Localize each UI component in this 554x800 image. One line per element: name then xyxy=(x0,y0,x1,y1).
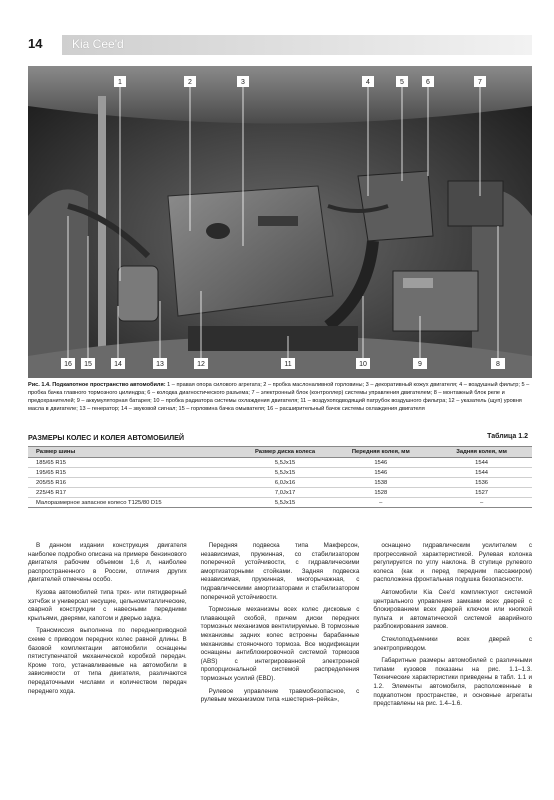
engine-bay-photo xyxy=(28,66,532,378)
callout-4: 4 xyxy=(366,79,370,86)
table-row xyxy=(28,478,532,488)
cell-rear: 1544 xyxy=(431,458,532,468)
cell-tire: 205/55 R16 xyxy=(28,478,240,488)
cell-rear: – xyxy=(431,498,532,508)
cell-rear: 1527 xyxy=(431,488,532,498)
cell-front: 1546 xyxy=(330,468,431,478)
caption-label: Рис. 1.4. Подкапотное пространство автомобиля: xyxy=(28,382,166,388)
figure-caption xyxy=(28,381,532,413)
text-column-2 xyxy=(201,542,360,787)
wheel-size-table xyxy=(28,446,532,508)
callout-14: 14 xyxy=(114,361,122,368)
cell-rear: 1544 xyxy=(431,468,532,478)
callout-8: 8 xyxy=(496,361,500,368)
callout-3: 3 xyxy=(241,79,245,86)
paragraph: Автомобили Kia Cee'd комплектуют системой центрального управления замками всех дверей с блокированием всех дверей ключом или кнопкой пульта и автоматической системой аварийного разблокирования замков. xyxy=(373,588,533,631)
table-row-spare xyxy=(28,498,532,508)
callout-6: 6 xyxy=(426,79,430,86)
header-bar xyxy=(62,35,532,55)
paragraph: В данном издании конструкция двигателя наиболее подробно описана на примере бензинового двигателя рабочим объемом 1,6 л, наиболее распространенного в России, отличия других двигателей отмечены особо. xyxy=(28,542,187,584)
table-row xyxy=(28,488,532,498)
table-row xyxy=(28,458,532,468)
paragraph: Кузова автомобилей типа трех- или пятидверный хэтчбэк и универсал несущие, цельнометаллические, сварной конструкции с навесными передними крыльями, дверями, капотом и дверью задка. xyxy=(28,588,187,622)
caption-text: 1 – правая опора силового агрегата; 2 – пробка маслоналивной горловины; 3 – декоративный кожух двигателя; 4 – воздушный фильтр; 5 – пробка бачка главного тормозного цилиндра; 6 – колодка диагностического разъема; 7 – электронный блок (контроллер) системы управления двигателем; 8 – монтажный блок реле и предохранителей; 9 – аккумуляторная батарея; 10 – пробка радиатора системы охлаждения двигателя; 11 – воздухоподводящий патрубок воздушного фильтра; 12 – указатель (щуп) уровня масла в двигателе; 13 – генератор; 14 – звуковой сигнал; 15 – горловина бачка омывателя; 16 – расширительный бачок системы охлаждения двигателя xyxy=(28,382,530,412)
paragraph: Тормозные механизмы всех колес дисковые с плавающей скобой, причем диски передних тормозных механизмов вентилируемые. В тормозные механизмы задних колес встроены барабанные механизмы стояночного тормоза. Все модификации оснащены антиблокировочной системой тормозов (ABS) с интегрированной электронной пропорциональной системой распределения тормозных усилий (EBD). xyxy=(200,606,360,682)
callout-10: 10 xyxy=(359,361,367,368)
cell-tire: Малоразмерное запасное колесо T125/80 D15 xyxy=(28,498,240,508)
table-number: Таблица 1.2 xyxy=(487,433,528,440)
cell-tire: 195/65 R15 xyxy=(28,468,240,478)
callout-7: 7 xyxy=(478,79,482,86)
cell-rim: 5,5Jx15 xyxy=(240,498,331,508)
paragraph: Передняя подвеска типа Макферсон, независимая, пружинная, со стабилизатором поперечной устойчивости, с гидравлическими амортизаторными стойками. Задняя подвеска независимая, пружинная, многорычажная, с гидравлическими амортизаторами и стабилизатором поперечной устойчивости. xyxy=(200,542,360,601)
paragraph: Стеклоподъемники всех дверей с электроприводом. xyxy=(373,635,533,652)
cell-front: 1538 xyxy=(330,478,431,488)
cell-rear: 1536 xyxy=(431,478,532,488)
callout-16: 16 xyxy=(64,361,72,368)
table-row xyxy=(28,468,532,478)
cell-rim: 7,0Jx17 xyxy=(240,488,331,498)
callout-5: 5 xyxy=(400,79,404,86)
cell-tire: 185/65 R15 xyxy=(28,458,240,468)
callout-15: 15 xyxy=(84,361,92,368)
cell-front: 1528 xyxy=(330,488,431,498)
body-text xyxy=(28,542,532,787)
table-header xyxy=(28,433,532,444)
callout-13: 13 xyxy=(156,361,164,368)
paragraph: Трансмиссия выполнена по переднеприводной схеме с приводом передних колес равной длины. В базовой комплектации автомобили оснащены пятиступенчатой механической коробкой передач. Кроме того, устанавливаемые на автомобили в зависимости от типа двигателя, различаются передаточными числами и количеством передач переднего хода. xyxy=(28,627,187,695)
book-title: Kia Cee'd xyxy=(72,37,124,51)
paragraph: Габаритные размеры автомобилей с различными типами кузовов показаны на рис. 1.1–1.3. Технические характеристики приведены в табл. 1.1 и 1.2. Элементы автомобиля, расположенные в подкапотном пространстве, и основные агрегаты представлены на рис. 1.4–1.6. xyxy=(373,657,533,708)
col-rear-track: Задняя колея, мм xyxy=(431,447,532,458)
text-column-1 xyxy=(28,542,187,787)
cell-rim: 5,5Jx15 xyxy=(240,458,331,468)
paragraph: оснащено гидравлическим усилителем с прогрессивной характеристикой. Рулевая колонка регулируется по углу наклона. В ступице рулевого колеса (как и перед передним пассажиром) расположена фронтальная подушка безопасности. xyxy=(373,542,533,584)
paragraph: Рулевое управление травмобезопасное, с рулевым механизмом типа «шестерня–рейка», xyxy=(200,687,360,704)
table-title: РАЗМЕРЫ КОЛЕС И КОЛЕЯ АВТОМОБИЛЕЙ xyxy=(28,433,185,442)
col-tire-size: Размер шины xyxy=(28,447,240,458)
callout-9: 9 xyxy=(418,361,422,368)
cell-tire: 225/45 R17 xyxy=(28,488,240,498)
callout-12: 12 xyxy=(197,361,205,368)
cell-rim: 5,5Jx15 xyxy=(240,468,331,478)
cell-front: – xyxy=(330,498,431,508)
col-rim-size: Размер диска колеса xyxy=(240,447,331,458)
callout-2: 2 xyxy=(188,79,192,86)
engine-bay-illustration xyxy=(28,66,532,378)
cell-front: 1546 xyxy=(330,458,431,468)
callout-11: 11 xyxy=(284,361,292,368)
page-number: 14 xyxy=(28,36,43,51)
callout-1: 1 xyxy=(118,79,122,86)
cell-rim: 6,0Jx16 xyxy=(240,478,331,488)
col-front-track: Передняя колея, мм xyxy=(330,447,431,458)
text-column-3 xyxy=(373,542,532,787)
